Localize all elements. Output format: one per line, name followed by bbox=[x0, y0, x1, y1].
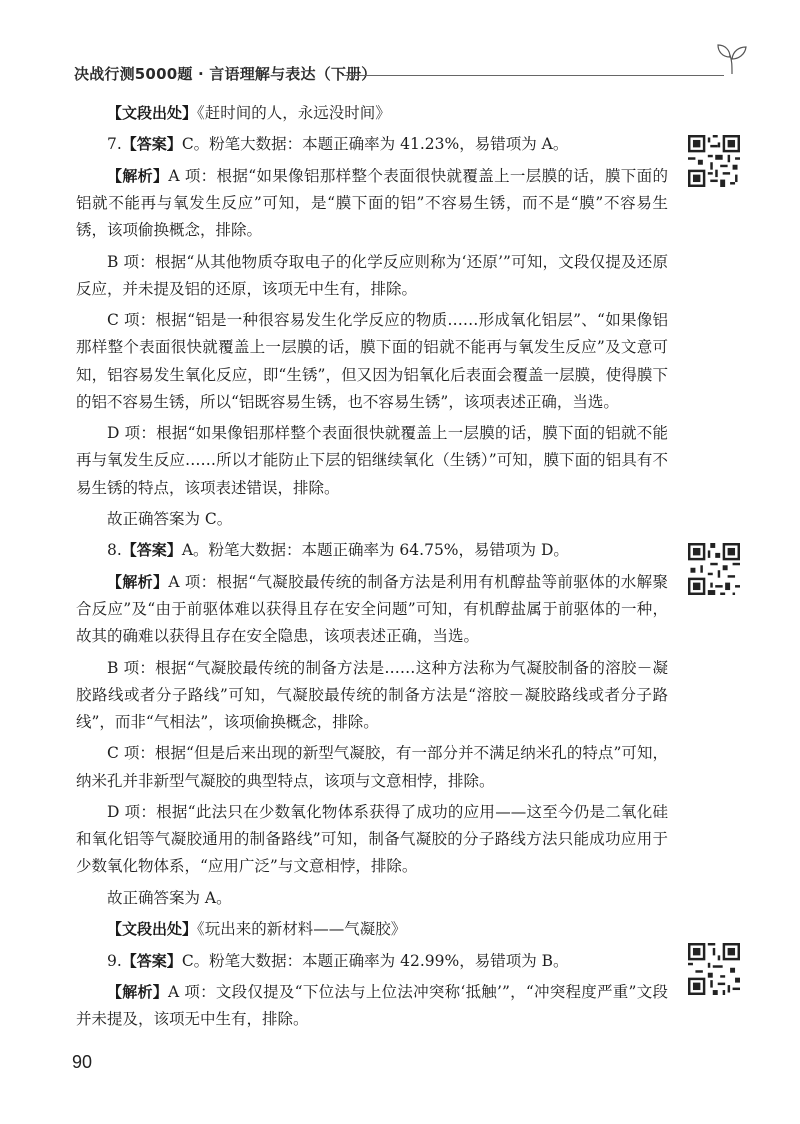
header-rule bbox=[342, 75, 724, 76]
para-text: 《赶时间的人，永远没时间》 bbox=[197, 104, 391, 122]
page-number: 90 bbox=[72, 1052, 93, 1072]
conclusion-q8 bbox=[76, 885, 668, 912]
running-header bbox=[74, 61, 744, 85]
para-text: B 项：根据“从其他物质夺取电子的化学反应则称为‘还原’”可知，文段仅提及还原反应，并未提及铝的还原，该项无中生有，排除。 bbox=[76, 252, 668, 298]
para-text: 《玩出来的新材料——气凝胶》 bbox=[197, 920, 407, 939]
analysis-q8-d bbox=[76, 799, 668, 881]
analysis-q8-b bbox=[76, 655, 668, 737]
para-text: A。粉笔大数据：本题正确率为 64.75%，易错项为 D。 bbox=[181, 541, 569, 560]
para-text: C 项：根据“但是后来出现的新型气凝胶，有一部分并不满足纳米孔的特点”可知，纳米孔并非新型气凝胶的典型特点，该项与文意相悖，排除。 bbox=[76, 744, 668, 790]
para-text: C。粉笔大数据：本题正确率为 41.23%，易错项为 A。 bbox=[181, 135, 569, 154]
leaf-sprout-icon bbox=[716, 41, 748, 75]
question-number: 8. bbox=[107, 541, 122, 560]
answer-q8 bbox=[76, 537, 668, 564]
analysis-q7-c bbox=[76, 307, 668, 416]
conclusion-q7 bbox=[76, 506, 668, 533]
qr-code-icon[interactable] bbox=[688, 135, 740, 187]
analysis-q7-d bbox=[76, 420, 668, 502]
para-text: B 项：根据“气凝胶最传统的制备方法是……这种方法称为气凝胶制备的溶胶－凝胶路线或者分子路线”可知，气凝胶最传统的制备方法是“溶胶－凝胶路线或者分子路线”，而非“气相法”，该项偷换概念，排除。 bbox=[76, 658, 668, 731]
analysis-q9-a bbox=[76, 979, 668, 1033]
tag-label: 【答案】 bbox=[121, 135, 182, 154]
tag-label: 【解析】 bbox=[107, 982, 169, 1001]
source-line-1 bbox=[76, 100, 668, 127]
answer-q9 bbox=[76, 948, 668, 975]
para-text: A 项：文段仅提及“下位法与上位法冲突称‘抵触’”，“冲突程度严重”文段并未提及，该项无中生有，排除。 bbox=[76, 982, 668, 1029]
qr-code-icon[interactable] bbox=[688, 943, 740, 995]
body-text bbox=[76, 100, 668, 1038]
tag-label: 【文段出处】 bbox=[107, 920, 198, 939]
para-text: C 项：根据“铝是一种很容易发生化学反应的物质……形成氧化铝层”、“如果像铝那样整个表面很快就覆盖上一层膜的话，膜下面的铝就不能再与氧发生反应”及文意可知，铝容易发生氧化反应，即“生锈”，但又因为铝氧化后表面会覆盖一层膜，使得膜下的铝不容易生锈，所以“铝既容易生锈，也不容易生锈”，该项表述正确，当选。 bbox=[76, 311, 668, 411]
qr-code-icon[interactable] bbox=[688, 543, 740, 595]
source-line-2 bbox=[76, 916, 668, 943]
analysis-q7-a bbox=[76, 163, 668, 245]
book-title: 决战行测5000题 · 言语理解与表达（下册） bbox=[74, 65, 377, 83]
para-text: D 项：根据“如果像铝那样整个表面很快就覆盖上一层膜的话，膜下面的铝就不能再与氧发生反应……所以才能防止下层的铝继续氧化（生锈）”可知，膜下面的铝具有不易生锈的特点，该项表述错误，排除。 bbox=[76, 424, 668, 497]
tag-label: 【答案】 bbox=[121, 541, 182, 560]
tag-label: 【解析】 bbox=[107, 166, 169, 185]
para-text: 故正确答案为 A。 bbox=[107, 888, 232, 907]
answer-q7 bbox=[76, 131, 668, 158]
tag-label: 【解析】 bbox=[107, 572, 169, 591]
question-number: 9. bbox=[107, 951, 122, 970]
analysis-q7-b bbox=[76, 249, 668, 303]
para-text: 故正确答案为 C。 bbox=[107, 509, 233, 528]
analysis-q8-c bbox=[76, 740, 668, 794]
tag-label: 【文段出处】 bbox=[107, 104, 198, 122]
para-text: A 项：根据“气凝胶最传统的制备方法是利用有机醇盐等前驱体的水解聚合反应”及“由于前驱体难以获得且存在安全问题”可知，有机醇盐属于前驱体的一种，故其的确难以获得且存在安全隐患，该项表述正确，当选。 bbox=[76, 572, 668, 646]
analysis-q8-a bbox=[76, 569, 668, 651]
question-number: 7. bbox=[107, 135, 122, 154]
para-text: D 项：根据“此法只在少数氧化物体系获得了成功的应用——这至今仍是二氧化硅和氧化铝等气凝胶通用的制备路线”可知，制备气凝胶的分子路线方法只能成功应用于少数氧化物体系，“应用广泛”与文意相悖，排除。 bbox=[76, 802, 668, 876]
tag-label: 【答案】 bbox=[121, 951, 182, 970]
para-text: C。粉笔大数据：本题正确率为 42.99%，易错项为 B。 bbox=[181, 951, 569, 970]
para-text: A 项：根据“如果像铝那样整个表面很快就覆盖上一层膜的话，膜下面的铝就不能再与氧发生反应”可知，是“膜下面的铝”不容易生锈，而不是“膜”不容易生锈，该项偷换概念，排除。 bbox=[76, 166, 668, 240]
